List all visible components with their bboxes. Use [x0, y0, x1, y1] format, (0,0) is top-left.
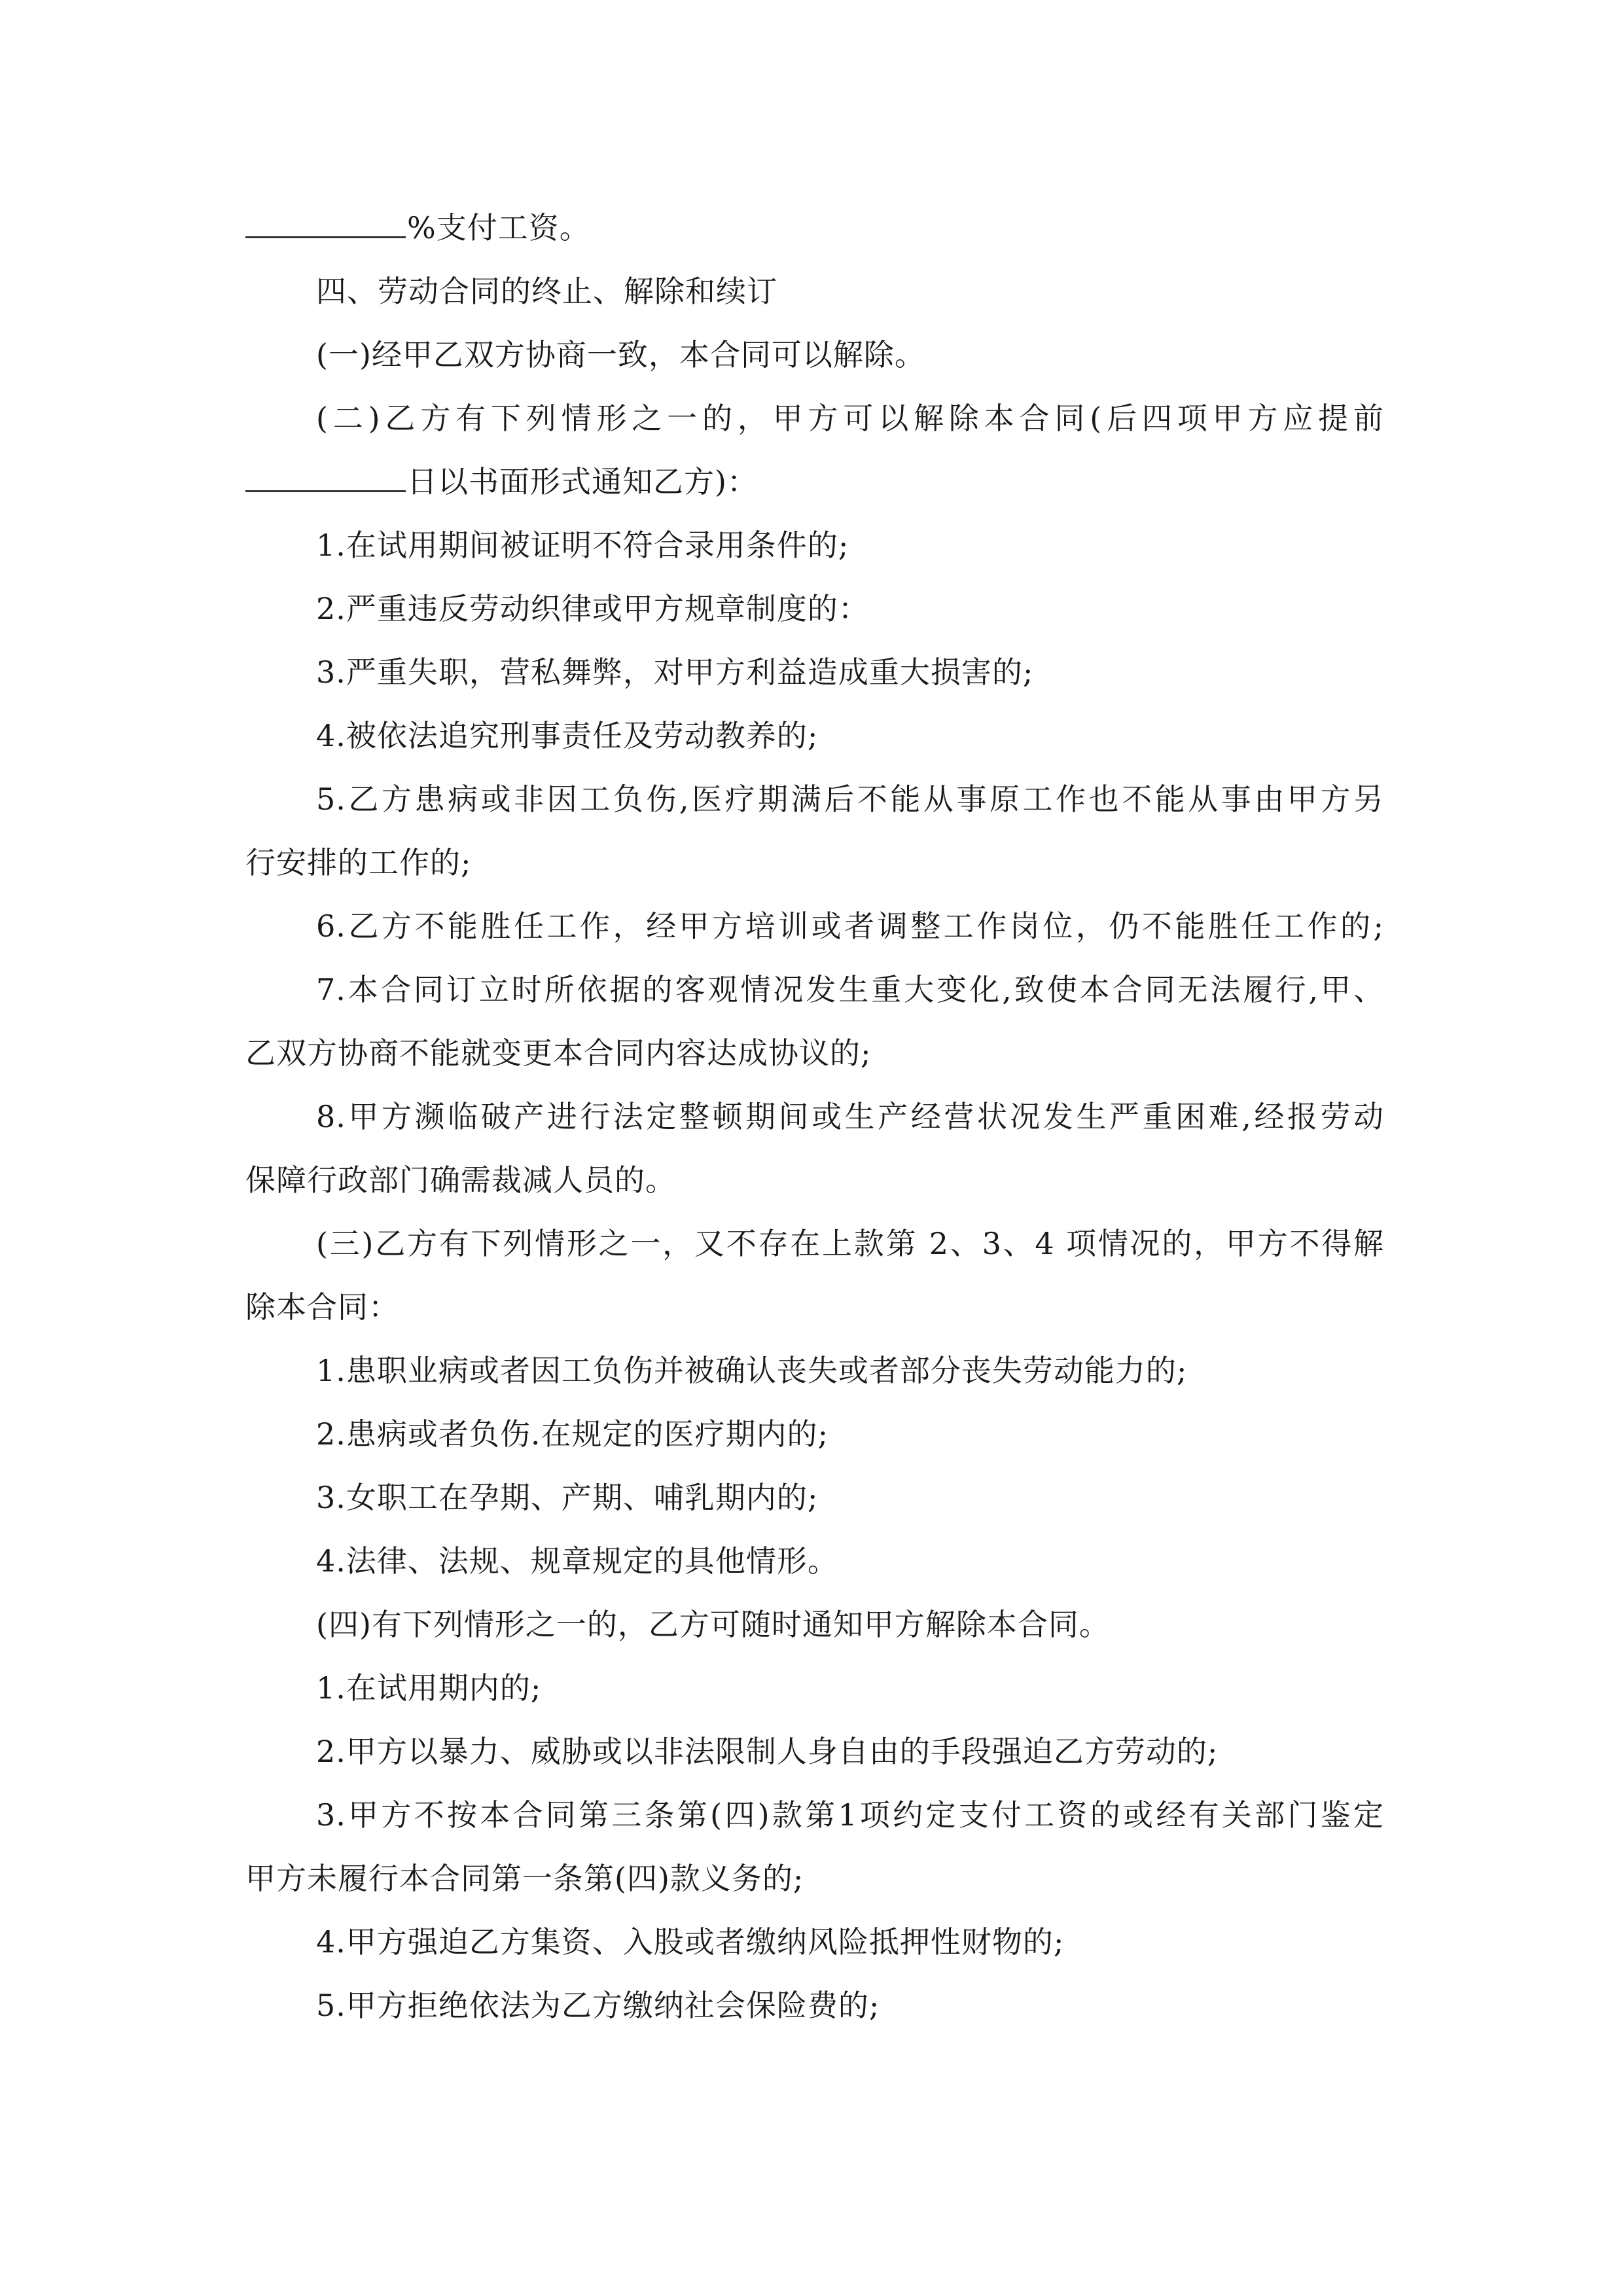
clause-text: (四)有下列情形之一的，乙方可随时通知甲方解除本合同。 — [316, 1607, 1110, 1642]
section-heading: 四、劳动合同的终止、解除和续订 — [316, 274, 777, 309]
list-item: 4.甲方强迫乙方集资、入股或者缴纳风险抵押性财物的; — [316, 1924, 1065, 1960]
line-text: 日以书面形式通知乙方)： — [407, 464, 758, 499]
list-item: 2.严重违反劳动织律或甲方规章制度的： — [316, 591, 869, 626]
list-item: 6.乙方不能胜任工作，经甲方培训或者调整工作岗位，仍不能胜任工作的; — [316, 908, 1384, 944]
list-item: 3.甲方不按本合同第三条第(四)款第1项约定支付工资的或经有关部门鉴定 — [316, 1797, 1384, 1833]
line-text: %支付工资。 — [407, 210, 590, 245]
list-item: 2.患病或者负伤.在规定的医疗期内的; — [316, 1416, 829, 1452]
list-item: 2.甲方以暴力、威胁或以非法限制人身自由的手段强迫乙方劳动的; — [316, 1734, 1219, 1769]
list-item: 1.在试用期内的; — [316, 1670, 542, 1706]
text-line — [245, 450, 1384, 514]
clause-text: (一)经甲乙双方协商一致，本合同可以解除。 — [316, 337, 925, 372]
list-item-continuation: 保障行政部门确需裁减人员的。 — [245, 1162, 676, 1198]
list-item-continuation: 行安排的工作的; — [245, 845, 472, 880]
text-line — [245, 196, 1384, 260]
list-item-continuation: 甲方未履行本合同第一条第(四)款义务的; — [245, 1861, 804, 1896]
list-item: 7.本合同订立时所依据的客观情况发生重大变化,致使本合同无法履行,甲、 — [316, 972, 1384, 1007]
list-item: 8.甲方濒临破产进行法定整顿期间或生产经营状况发生严重困难,经报劳动 — [316, 1099, 1384, 1134]
list-item: 4.法律、法规、规章规定的具他情形。 — [316, 1543, 838, 1579]
list-item: 1.在试用期间被证明不符合录用条件的; — [316, 528, 849, 563]
list-item: 1.患职业病或者因工负伤并被确认丧失或者部分丧失劳动能力的; — [316, 1353, 1188, 1388]
contract-text — [245, 196, 1384, 2037]
list-item-continuation: 乙双方协商不能就变更本合同内容达成协议的; — [245, 1035, 872, 1071]
fill-in-blank — [245, 467, 406, 492]
fill-in-blank — [245, 213, 406, 238]
list-item: 3.女职工在孕期、产期、哺乳期内的; — [316, 1480, 819, 1515]
list-item: 4.被依法追究刑事责任及劳动教养的; — [316, 718, 819, 753]
clause-text: (三)乙方有下列情形之一，又不存在上款第 2、3、4 项情况的，甲方不得解 — [316, 1226, 1384, 1261]
list-item: 5.甲方拒绝依法为乙方缴纳社会保险费的; — [316, 1988, 880, 2023]
clause-text: (二)乙方有下列情形之一的，甲方可以解除本合同(后四项甲方应提前 — [316, 401, 1384, 436]
list-item: 3.严重失职，营私舞弊，对甲方利益造成重大损害的; — [316, 655, 1034, 690]
clause-continuation: 除本合同： — [245, 1289, 399, 1325]
list-item: 5.乙方患病或非因工负伤,医疗期满后不能从事原工作也不能从事由甲方另 — [316, 781, 1384, 817]
